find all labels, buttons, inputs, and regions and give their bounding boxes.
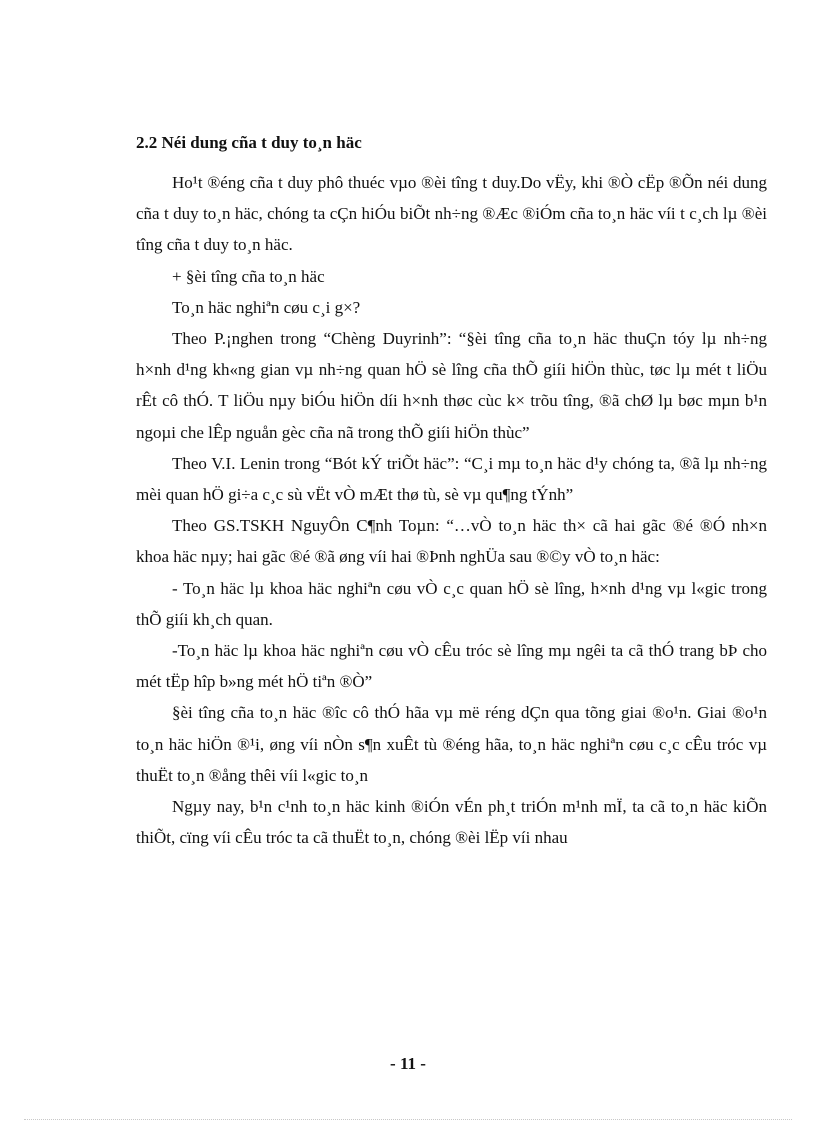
page-number: - 11 - (390, 1054, 426, 1073)
paragraph-object-heading: + §èi tîng cña to¸n häc (172, 266, 325, 286)
paragraph-question: To¸n häc nghiªn cøu c¸i g×? (172, 297, 361, 317)
paragraph-evolution: §èi tîng cña to¸n häc ®îc cô thÓ hãa vµ më réng dÇn qua tõng giai ®o¹n. Giai ®o¹n to¸n häc hiÖn ®¹i, øng víi nÒn s¶n xuÊt tù ®éng hãa, to¸n häc nghiªn cøu c¸c cÊu tróc vµ thuËt to¸n ®ång thêi víi l«gic to¸n (136, 703, 767, 785)
body-text (136, 167, 767, 853)
paragraph-intro: Ho¹t ®éng cña t duy phô thuéc vµo ®èi tîng t duy.Do vËy, khi ®Ò cËp ®Õn néi dung cña t duy to¸n häc, chóng ta cÇn hiÓu biÕt nh÷ng ®Æc ®iÓm cña to¸n häc víi t c¸ch lµ ®èi tîng cña t duy to¸n häc. (136, 173, 767, 255)
paragraph-lenin-quote: Theo V.I. Lenin trong “Bót kÝ triÕt häc”: “C¸i mµ to¸n häc d¹y chóng ta, ®ã lµ nh÷ng mèi quan hÖ gi÷a c¸c sù vËt vÒ mÆt thø tù, sè vµ qu¶ng tÝnh” (136, 453, 767, 505)
page-edge-divider (24, 1119, 792, 1120)
paragraph-today: Ngµy nay, b¹n c¹nh to¸n häc kinh ®iÓn vÉn ph¸t triÓn m¹nh mÏ, ta cã to¸n häc kiÕn thiÕt, cïng víi cÊu tróc ta cã thuËt to¸n, chóng ®èi lËp víi nhau (136, 797, 767, 848)
section-heading: 2.2 Néi dung cña t duy to¸n häc (136, 133, 362, 152)
paragraph-definition-1: - To¸n häc lµ khoa häc nghiªn cøu vÒ c¸c quan hÖ sè lîng, h×nh d¹ng vµ l«gic trong thÕ giíi kh¸ch quan. (136, 578, 767, 629)
paragraph-engels-quote: Theo P.¡nghen trong “Chèng Duyrinh”: “§èi tîng cña to¸n häc thuÇn tóy lµ nh÷ng h×nh d¹ng kh«ng gian vµ nh÷ng quan hÖ sè lîng cña thÕ giíi hiÖn thùc, tøc lµ mét t liÖu rÊt cô thÓ. T liÖu nµy biÓu hiÖn díi h×nh thøc cùc k× trõu tîng, ®ã chØ lµ bøc mµn b¹n ngoµi che lÊp nguån gèc cña nã trong thÕ giíi hiÖn thùc” (136, 329, 767, 442)
paragraph-definition-2: -To¸n häc lµ khoa häc nghiªn cøu vÒ cÊu tróc sè lîng mµ ngêi ta cã thÓ trang bÞ cho mét tËp hîp b»ng mét hÖ tiªn ®Ò” (136, 641, 767, 692)
paragraph-toan-quote: Theo GS.TSKH NguyÔn C¶nh Toµn: “…vÒ to¸n häc th× cã hai gãc ®é ®Ó nh×n khoa häc nµy; hai gãc ®é ®ã øng víi hai ®Þnh nghÜa sau ®©y vÒ to¸n häc: (136, 516, 767, 567)
